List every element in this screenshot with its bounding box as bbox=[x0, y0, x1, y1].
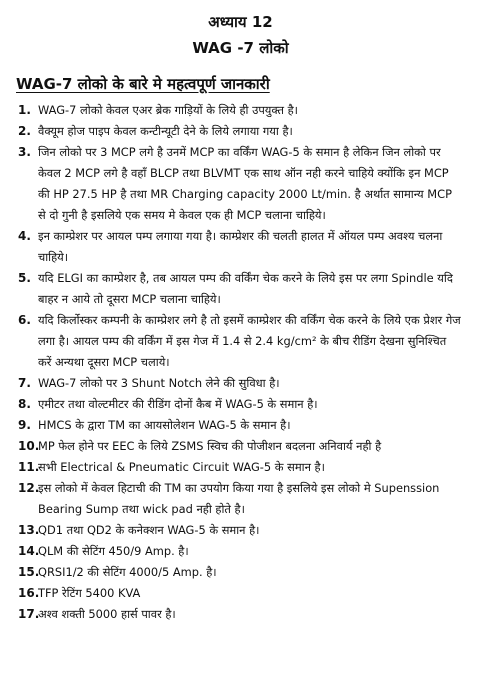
list-item bbox=[0, 436, 481, 457]
list-item bbox=[0, 583, 481, 604]
list-item bbox=[0, 415, 481, 436]
section-heading: WAG-7 लोको के बारे मे महत्वपूर्ण जानकारी bbox=[16, 75, 270, 93]
item-number: 13. bbox=[18, 523, 40, 537]
item-text: सभी Electrical & Pneumatic Circuit WAG-5 के समान है। bbox=[38, 460, 325, 474]
item-number: 16. bbox=[18, 586, 40, 600]
item-number: 8. bbox=[18, 397, 31, 411]
item-text: WAG-7 लोको पर 3 Shunt Notch लेने की सुविधा है। bbox=[38, 376, 280, 390]
item-text: यदि ELGI का काम्प्रेशर है, तब आयल पम्प की वर्किंग चेक करने के लिये इस पर लगा Spindle यदि बाहर न आये तो दूसरा MCP चलाना चाहिये। bbox=[38, 271, 453, 306]
item-number: 7. bbox=[18, 376, 31, 390]
item-text: TFP रेटिंग 5400 KVA bbox=[38, 586, 141, 600]
item-text: इन काम्प्रेशर पर आयल पम्प लगाया गया है। काम्प्रेशर की चलती हालत में ऑयल पम्प अवश्य चलना चाहिये। bbox=[38, 229, 443, 264]
item-number: 14. bbox=[18, 544, 40, 558]
item-number: 4. bbox=[18, 229, 31, 243]
item-number: 17. bbox=[18, 607, 40, 621]
item-text: QD1 तथा QD2 के कनेक्शन WAG-5 के समान है। bbox=[38, 523, 260, 537]
item-text: जिन लोको पर 3 MCP लगे है उनमें MCP का वर्किंग WAG-5 के समान है लेकिन जिन लोको पर केवल 2 MCP लगे है वहॉं BLCP तथा BLVMT एक साथ ऑन नही करने चाहिये क्योंकि इन MCP की HP 27.5 HP है तथा MR Charging capacity 2000 Lt/min. है अर्थात सामान्य MCP से दो गुनी है इसलिये एक समय मे केवल एक ही MCP चलाना चाहिये। bbox=[38, 145, 452, 222]
chapter-title: अध्याय 12 bbox=[208, 13, 273, 31]
list-item bbox=[0, 457, 481, 478]
list-item bbox=[0, 226, 481, 268]
list-item bbox=[0, 520, 481, 541]
list-item bbox=[0, 478, 481, 520]
item-text: एमीटर तथा वोल्टमीटर की रीडिंग दोनों कैब में WAG-5 के समान है। bbox=[38, 397, 318, 411]
item-number: 9. bbox=[18, 418, 31, 432]
list-item bbox=[0, 562, 481, 583]
item-text: इस लोको में केवल हिटाची की TM का उपयोग किया गया है इसलिये इस लोको मे Supenssion Bearing Sump तथा wick pad नही होते है। bbox=[38, 481, 440, 516]
item-number: 1. bbox=[18, 103, 31, 117]
list-item bbox=[0, 394, 481, 415]
list-item bbox=[0, 541, 481, 562]
item-text: वैक्यूम होज पाइप केवल कन्टीन्यूटी देने के लिये लगाया गया है। bbox=[38, 124, 293, 138]
list-item bbox=[0, 142, 481, 226]
item-number: 3. bbox=[18, 145, 31, 159]
item-number: 5. bbox=[18, 271, 31, 285]
item-number: 15. bbox=[18, 565, 40, 579]
item-text: यदि किर्लोस्कर कम्पनी के काम्प्रेशर लगे है तो इसमें काम्प्रेशर की वर्किंग चेक करने के लिये एक प्रेशर गेज लगा है। आयल पम्प की वर्किंग में इस गेज में 1.4 से 2.4 kg/cm² के बीच रीडिंग देखना सुनिश्चित करें अन्यथा दूसरा MCP चलाये। bbox=[38, 313, 461, 369]
list-item bbox=[0, 604, 481, 625]
item-text: HMCS के द्वारा TM का आयसोलेशन WAG-5 के समान है। bbox=[38, 418, 291, 432]
item-text: MP फेल होने पर EEC के लिये ZSMS स्विच की पोजीशन बदलना अनिवार्य नही है bbox=[38, 439, 382, 453]
list-item bbox=[0, 100, 481, 121]
item-text: QLM की सेटिंग 450/9 Amp. है। bbox=[38, 544, 189, 558]
list-item bbox=[0, 268, 481, 310]
item-number: 11. bbox=[18, 460, 40, 474]
list-item bbox=[0, 310, 481, 373]
item-number: 12. bbox=[18, 481, 40, 495]
list-item bbox=[0, 121, 481, 142]
item-text: अश्व शक्ती 5000 हार्स पावर है। bbox=[38, 607, 176, 621]
list-item bbox=[0, 373, 481, 394]
info-list bbox=[0, 100, 481, 625]
item-number: 10. bbox=[18, 439, 40, 453]
item-number: 2. bbox=[18, 124, 31, 138]
item-text: WAG-7 लोको केवल एअर ब्रेक गाड़ियों के लिये ही उपयुक्त है। bbox=[38, 103, 298, 117]
item-number: 6. bbox=[18, 313, 31, 327]
loco-title: WAG -7 लोको bbox=[192, 39, 289, 57]
item-text: QRSI1/2 की सेटिंग 4000/5 Amp. है। bbox=[38, 565, 217, 579]
